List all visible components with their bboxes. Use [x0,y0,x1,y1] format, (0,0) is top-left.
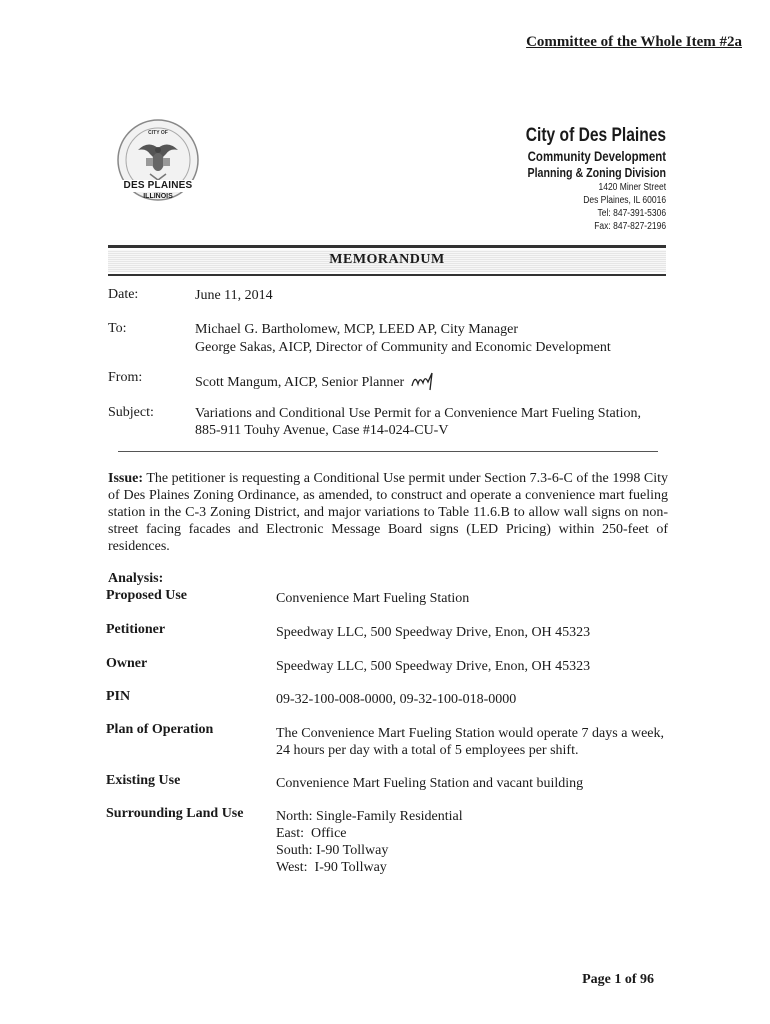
analysis-heading: Analysis: [108,571,164,586]
initials-signature-icon [410,370,438,392]
existing-use-label: Existing Use [106,773,181,788]
page-number: Page 1 of 96 [582,972,654,987]
issue-paragraph [108,470,668,555]
committee-item-reference: Committee of the Whole Item #2a [526,34,742,50]
surrounding-south: South: I-90 Tollway [276,843,389,858]
org-department: Community Development [527,148,666,164]
org-street: 1420 Miner Street [598,182,666,193]
from-name: Scott Mangum, AICP, Senior Planner [195,375,405,390]
seal-city-name: DES PLAINES [104,180,212,192]
surrounding-north: North: Single-Family Residential [276,809,463,824]
org-city-state-zip: Des Plaines, IL 60016 [583,195,666,206]
owner-value: Speedway LLC, 500 Speedway Drive, Enon, OH 45323 [276,659,591,674]
issue-text: The petitioner is requesting a Conditional Use permit under Section 7.3-6-C of the 1998 City of Des Plaines Zoning Ordinance, as amended, to construct and operate a convenience mart fueling station in the C-3 Zoning District, and major variations to Table 11.6.B to allow wall signs on non-street facing facades and Electronic Message Board signs (LED Pricing) within 250-feet of residences. [108,471,669,554]
org-fax: Fax: 847-827-2196 [594,221,666,232]
to-recipient-2: George Sakas, AICP, Director of Community and Economic Development [195,340,611,355]
header-divider [118,451,658,452]
memorandum-banner [108,245,666,276]
subject-line-2: 885-911 Touhy Avenue, Case #14-024-CU-V [195,423,449,438]
surrounding-land-use-label: Surrounding Land Use [106,806,244,821]
to-label: To: [108,321,127,336]
from-value [195,370,438,392]
org-tel: Tel: 847-391-5306 [597,208,666,219]
petitioner-value: Speedway LLC, 500 Speedway Drive, Enon, OH 45323 [276,625,591,640]
proposed-use-label: Proposed Use [106,588,188,603]
date-label: Date: [108,287,139,302]
org-division: Planning & Zoning Division [527,165,666,180]
subject-line-1: Variations and Conditional Use Permit for a Convenience Mart Fueling Station, [195,406,641,421]
subject-label: Subject: [108,405,154,420]
plan-of-operation-value: The Convenience Mart Fueling Station would operate 7 days a week, 24 hours per day with a total of 5 employees per shift. [276,726,664,758]
issue-label: Issue: [108,471,144,486]
plan-of-operation-label: Plan of Operation [106,722,214,737]
owner-label: Owner [106,656,148,671]
pin-label: PIN [106,689,131,704]
from-label: From: [108,370,143,385]
existing-use-value: Convenience Mart Fueling Station and vacant building [276,776,584,791]
pin-value: 09-32-100-008-0000, 09-32-100-018-0000 [276,692,517,707]
org-city: City of Des Plaines [525,125,666,146]
memorandum-title: MEMORANDUM [329,252,445,267]
surrounding-west: West: I-90 Tollway [276,860,387,875]
svg-text:CITY OF: CITY OF [148,130,168,136]
to-recipient-1: Michael G. Bartholomew, MCP, LEED AP, City Manager [195,322,519,337]
organization-block [495,124,666,233]
surrounding-east: East: Office [276,826,347,841]
seal-state-name: ILLINOIS [143,193,173,200]
proposed-use-value: Convenience Mart Fueling Station [276,591,470,606]
petitioner-label: Petitioner [106,622,166,637]
date-value: June 11, 2014 [195,288,273,303]
